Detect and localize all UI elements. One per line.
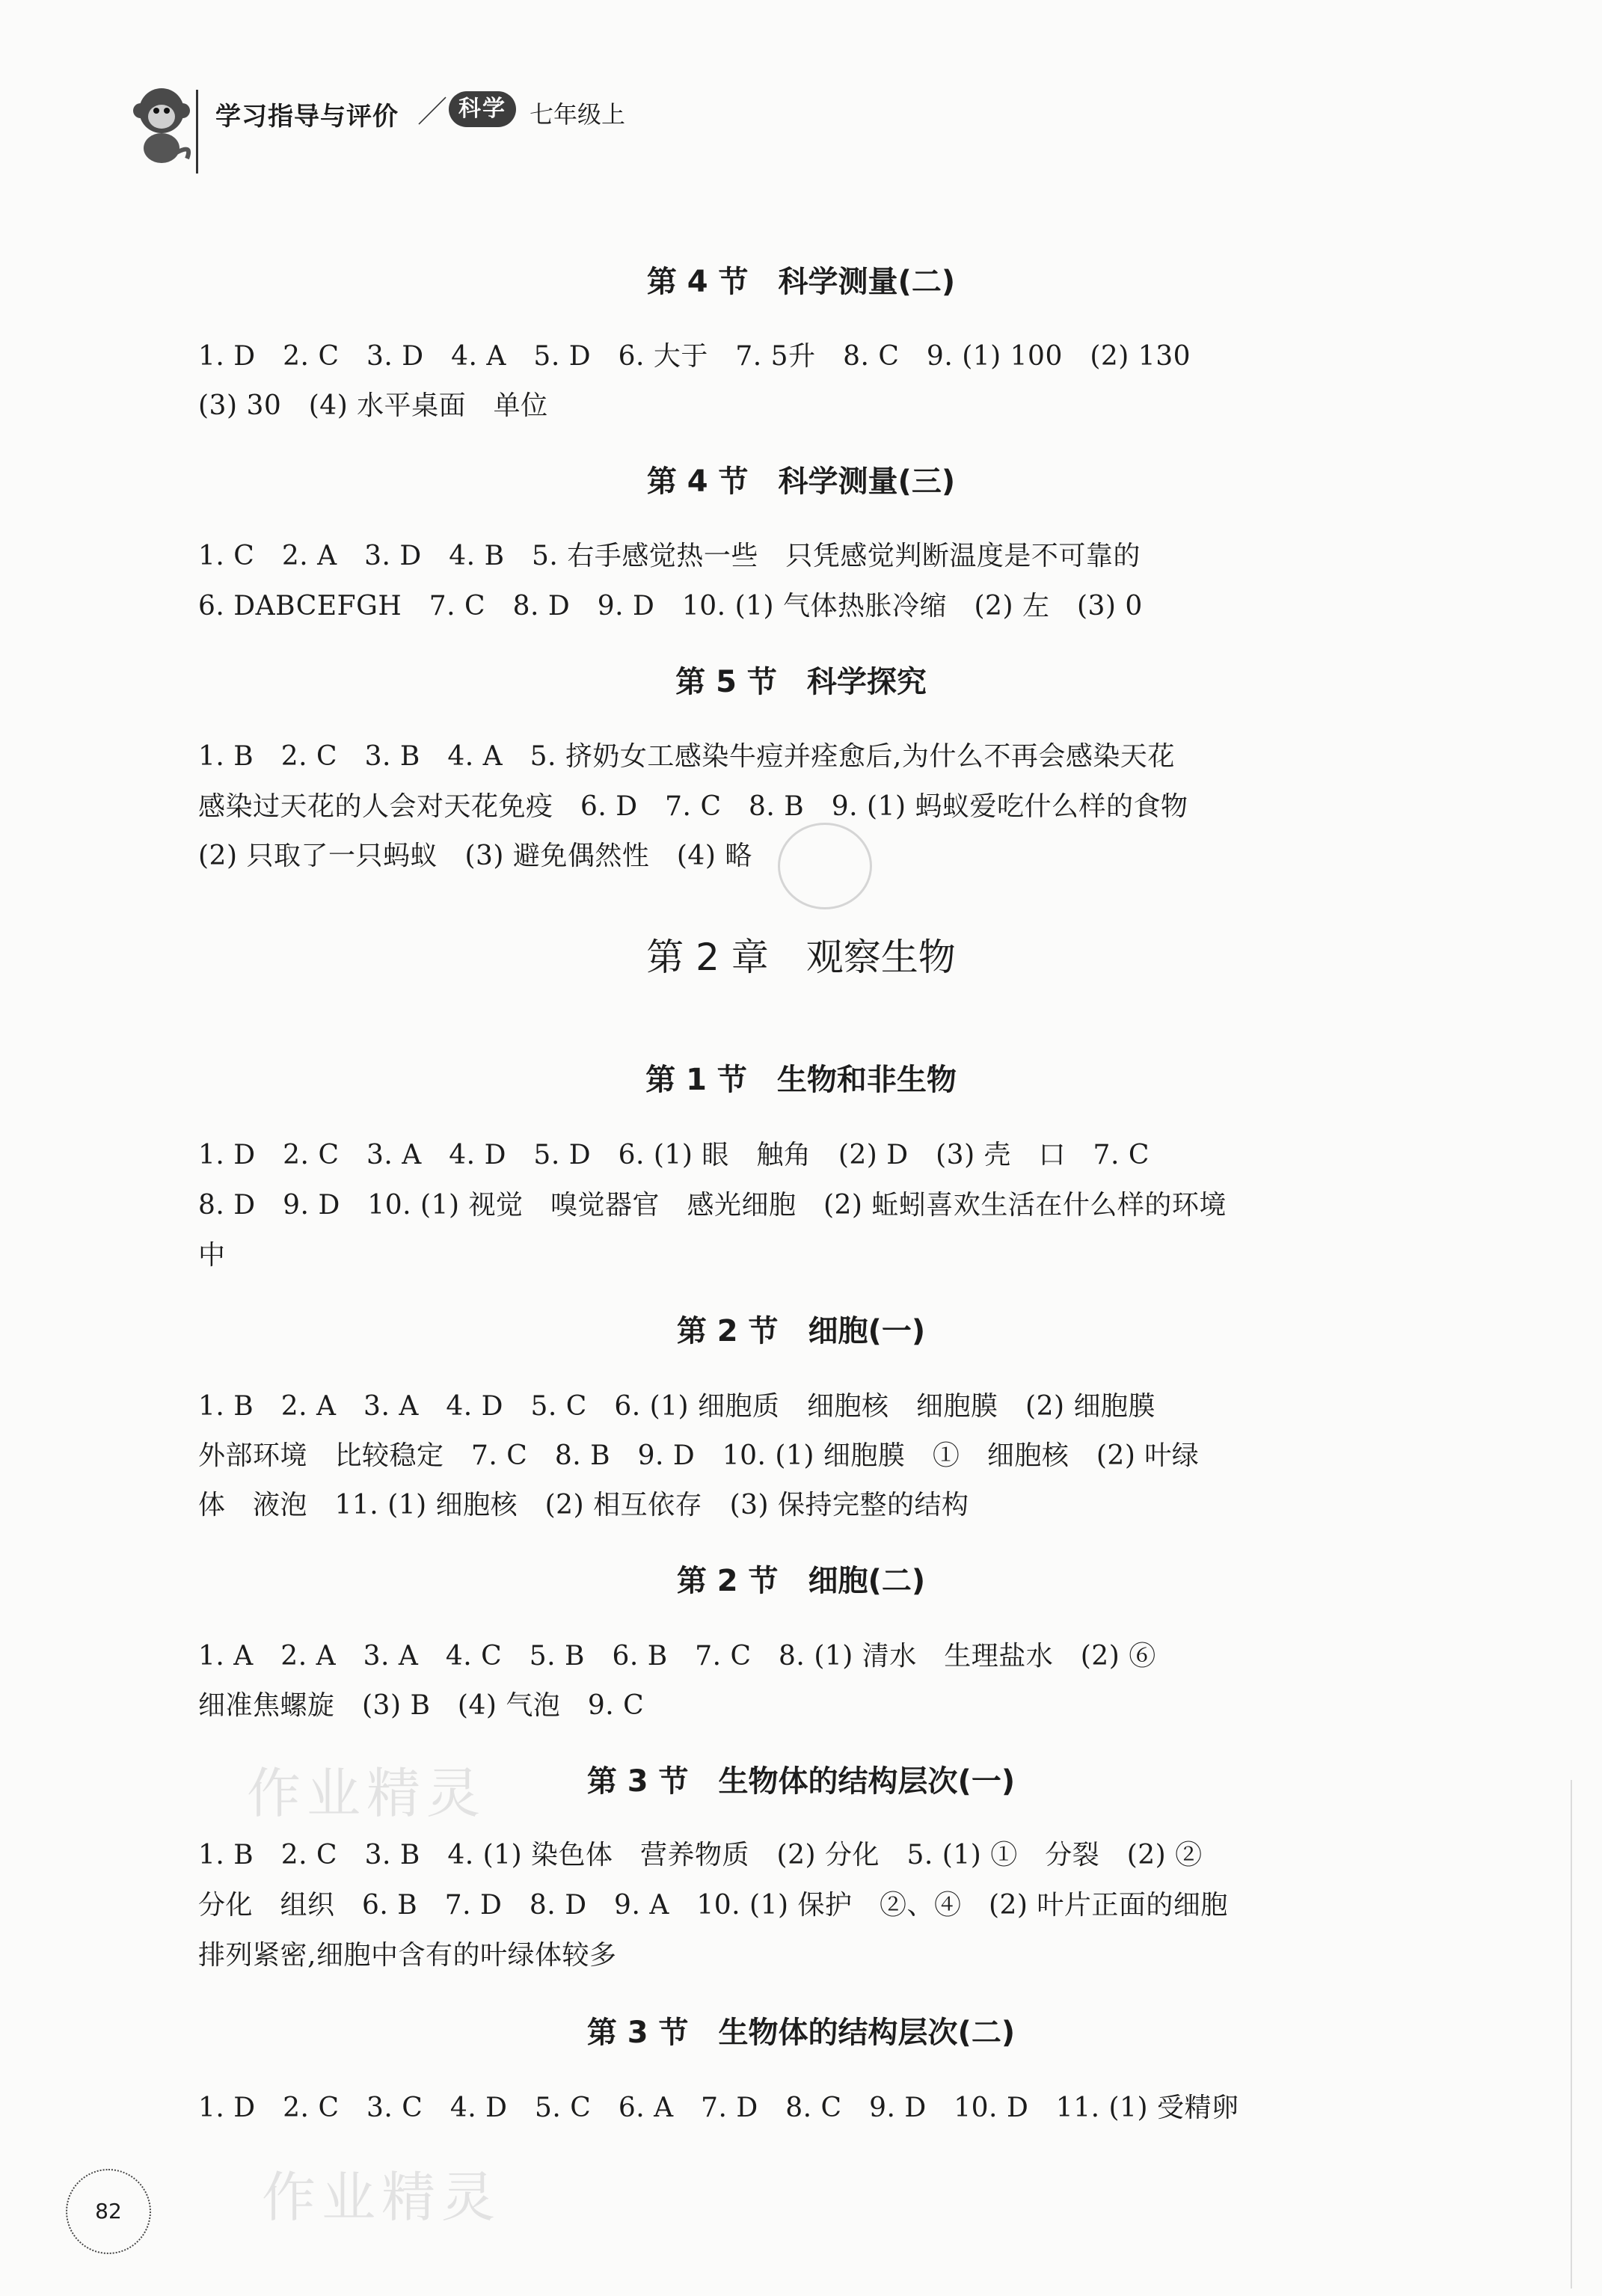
monkey-mascot-icon — [127, 81, 196, 167]
header-slash: ／ — [417, 95, 447, 129]
section-heading: 第 3 节 生物体的结构层次(一) — [586, 1764, 1016, 1799]
page-header — [112, 75, 785, 172]
section-heading: 第 4 节 科学测量(三) — [646, 464, 956, 499]
stamp-mark — [778, 823, 872, 909]
answer-line: 1. B 2. C 3. B 4. A 5. 挤奶女工感染牛痘并痊愈后,为什么不再会感染天花 — [198, 741, 1175, 772]
margin-rule — [1571, 1780, 1572, 2289]
subject-badge: 科学 — [449, 91, 516, 127]
answer-line: 1. C 2. A 3. D 4. B 5. 右手感觉热一些 只凭感觉判断温度是不可靠的 — [198, 541, 1141, 571]
answer-line: (2) 只取了一只蚂蚁 (3) 避免偶然性 (4) 略 — [198, 841, 752, 871]
section-heading: 第 5 节 科学探究 — [675, 665, 927, 699]
answer-line: 1. D 2. C 3. A 4. D 5. D 6. (1) 眼 触角 (2) D (3) 壳 口 7. C — [198, 1140, 1150, 1170]
section-heading: 第 3 节 生物体的结构层次(二) — [586, 2016, 1016, 2050]
grade-label: 七年级上 — [530, 100, 626, 129]
answer-line: 感染过天花的人会对天花免疫 6. D 7. C 8. B 9. (1) 蚂蚁爱吃什么样的食物 — [198, 791, 1188, 822]
answer-line: 8. D 9. D 10. (1) 视觉 嗅觉器官 感光细胞 (2) 蚯蚓喜欢生活在什么样的环境 — [198, 1190, 1227, 1221]
watermark-text: 作业精灵 — [262, 2166, 502, 2229]
answer-line: 分化 组织 6. B 7. D 8. D 9. A 10. (1) 保护 ②、④ (2) 叶片正面的细胞 — [198, 1890, 1228, 1921]
answer-line: 体 液泡 11. (1) 细胞核 (2) 相互依存 (3) 保持完整的结构 — [198, 1490, 969, 1520]
watermark-text: 作业精灵 — [247, 1762, 487, 1825]
answer-line: 细准焦螺旋 (3) B (4) 气泡 9. C — [198, 1690, 645, 1721]
book-title: 学习指导与评价 — [215, 102, 399, 132]
answer-line: 1. D 2. C 3. C 4. D 5. C 6. A 7. D 8. C 9. D 10. D 11. (1) 受精卵 — [198, 2093, 1239, 2123]
answer-line: 中 — [198, 1240, 226, 1271]
answer-line: 1. A 2. A 3. A 4. C 5. B 6. B 7. C 8. (1) 清水 生理盐水 (2) ⑥ — [198, 1641, 1156, 1672]
answer-line: 1. D 2. C 3. D 4. A 5. D 6. 大于 7. 5升 8. C 9. (1) 100 (2) 130 — [198, 341, 1191, 372]
page-number: 82 — [66, 2169, 151, 2254]
header-divider — [196, 90, 198, 174]
section-heading: 第 4 节 科学测量(二) — [646, 265, 956, 299]
answer-line: 1. B 2. A 3. A 4. D 5. C 6. (1) 细胞质 细胞核 细胞膜 (2) 细胞膜 — [198, 1391, 1156, 1422]
answer-line: 外部环境 比较稳定 7. C 8. B 9. D 10. (1) 细胞膜 ① 细胞核 (2) 叶绿 — [198, 1440, 1200, 1471]
section-heading: 第 2 节 细胞(一) — [676, 1314, 926, 1348]
section-heading: 第 1 节 生物和非生物 — [645, 1063, 957, 1097]
answer-line: (3) 30 (4) 水平桌面 单位 — [198, 390, 548, 421]
answer-line: 1. B 2. C 3. B 4. (1) 染色体 营养物质 (2) 分化 5. (1) ① 分裂 (2) ② — [198, 1840, 1203, 1870]
answer-line: 排列紧密,细胞中含有的叶绿体较多 — [198, 1940, 617, 1971]
chapter-heading: 第 2 章 观察生物 — [646, 936, 956, 979]
answer-line: 6. DABCEFGH 7. C 8. D 9. D 10. (1) 气体热胀冷缩 (2) 左 (3) 0 — [198, 591, 1143, 621]
section-heading: 第 2 节 细胞(二) — [676, 1564, 926, 1598]
